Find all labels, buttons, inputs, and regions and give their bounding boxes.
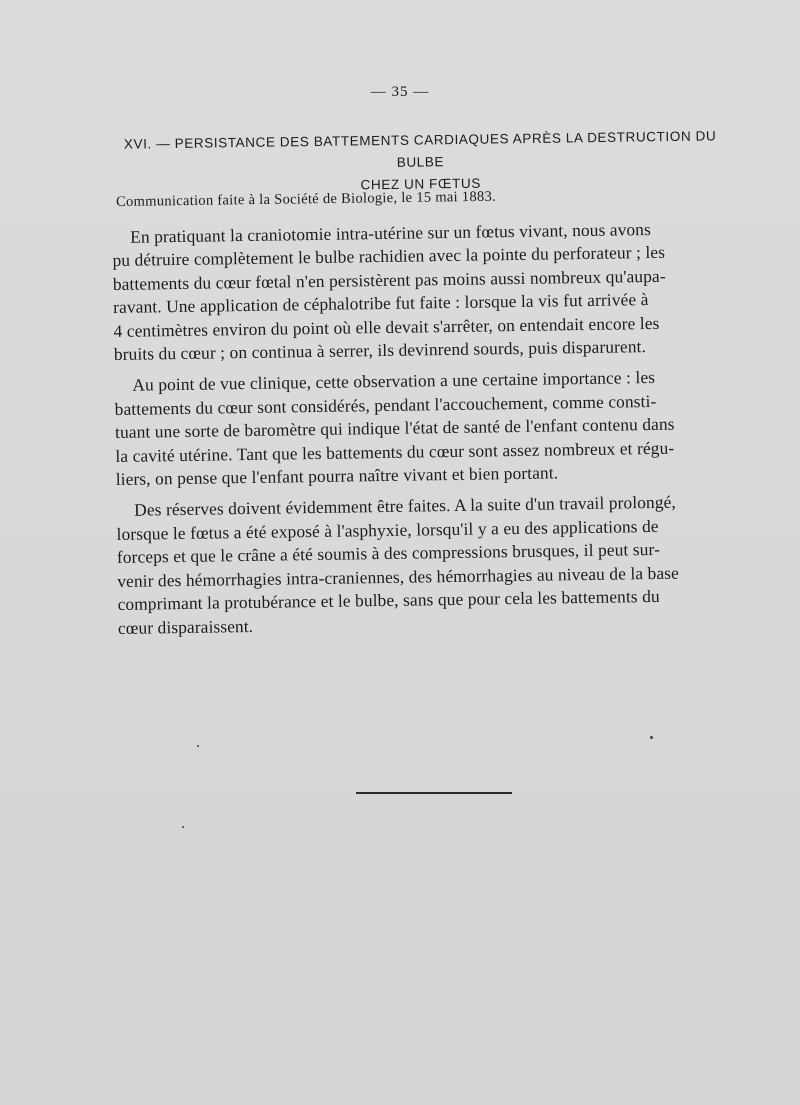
- text-line: bruits du cœur ; on continua à serrer, ils devinrend sourds, puis disparurent.: [113, 336, 647, 365]
- paragraph-1: [112, 216, 759, 366]
- section-title-line-2: CHEZ UN FŒTUS: [360, 175, 481, 193]
- paragraph-2: [114, 365, 761, 492]
- text-line: comprimant la protubérance et le bulbe, sans que pour cela les battements du: [117, 586, 660, 615]
- text-line: liers, on pense que l'enfant pourra naître vivant et bien portant.: [115, 462, 559, 490]
- section-title-line-1: XVI. — PERSISTANCE DES BATTEMENTS CARDIAQUES APRÈS LA DESTRUCTION DU BULBE: [123, 128, 717, 170]
- text-line: 4 centimètres environ du point où elle devait s'arrêter, on entendait encore les: [113, 312, 660, 341]
- text-line: cœur disparaissent.: [117, 615, 254, 638]
- text-line: tuant une sorte de baromètre qui indique l'état de santé de l'enfant contenu dans: [114, 413, 675, 443]
- text-line: la cavité utérine. Tant que les battements du cœur sont assez nombreux et régu-: [115, 437, 675, 466]
- body-text: [112, 216, 763, 647]
- text-line: Au point de vue clinique, cette observation a une certaine importance : les: [132, 367, 656, 396]
- section-separator: [356, 792, 512, 794]
- text-line: En pratiquant la craniotomie intra-utérine sur un fœtus vivant, nous avons: [130, 219, 652, 247]
- text-line: battements du cœur sont considérés, pendant l'accouchement, comme consti-: [114, 390, 657, 419]
- paragraph-3: [116, 490, 763, 640]
- page-number: — 35 —: [370, 84, 430, 100]
- ink-speck: [197, 745, 199, 747]
- ink-speck: [182, 826, 184, 828]
- text-line: pu détruire complètement le bulbe rachidien avec la pointe du perforateur ; les: [112, 242, 666, 271]
- text-line: forceps et que le crâne a été soumis à des compressions brusques, il peut sur-: [116, 539, 661, 568]
- text-line: lorsque le fœtus a été exposé à l'asphyxie, lorsqu'il y a eu des applications de: [116, 515, 659, 544]
- communication-note: Communication faite à la Société de Biologie, le 15 mai 1883.: [116, 188, 497, 210]
- ink-speck: [650, 736, 653, 739]
- text-line: Des réserves doivent évidemment être faites. A la suite d'un travail prolongé,: [134, 492, 676, 521]
- text-line: ravant. Une application de céphalotribe fut faite : lorsque la vis fut arrivée à: [113, 289, 649, 318]
- text-line: venir des hémorrhagies intra-craniennes, des hémorrhagies au niveau de la base: [117, 562, 680, 591]
- text-line: battements du cœur fœtal n'en persistèrent pas moins aussi nombreux qu'aupa-: [112, 265, 666, 294]
